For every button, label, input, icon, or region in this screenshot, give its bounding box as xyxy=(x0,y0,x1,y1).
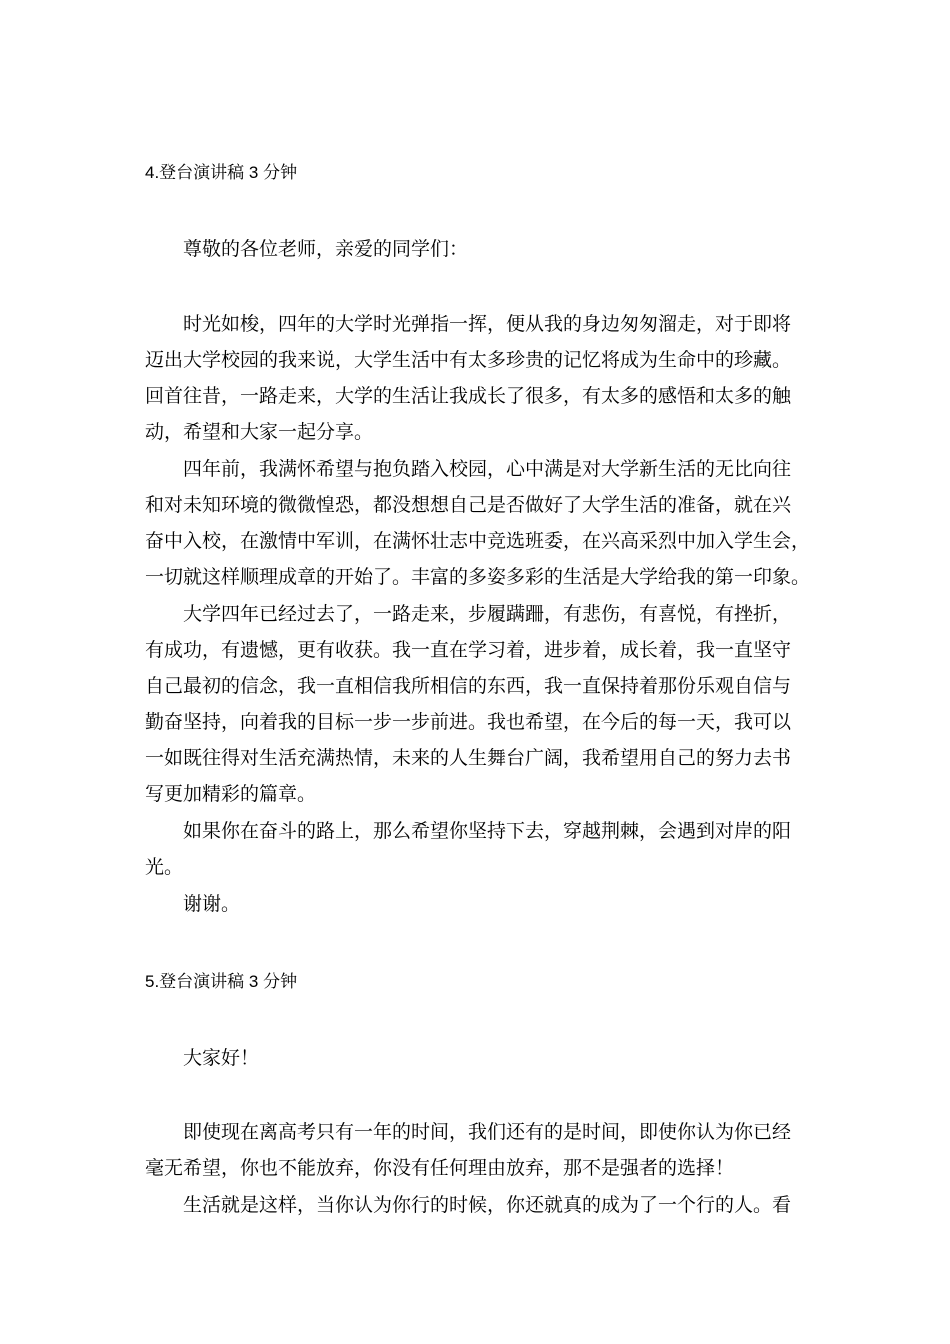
paragraph-line: 回首往昔，一路走来，大学的生活让我成长了很多，有太多的感悟和太多的触 xyxy=(145,385,792,407)
paragraph-line: 谢谢。 xyxy=(183,893,241,915)
paragraph-line: 大学四年已经过去了，一路走来，步履蹒跚，有悲伤，有喜悦，有挫折， xyxy=(183,603,792,625)
paragraph-line: 光。 xyxy=(145,856,184,878)
paragraph-line: 一切就这样顺理成章的开始了。丰富的多姿多彩的生活是大学给我的第一印象。 xyxy=(145,566,811,588)
section-5-greeting: 大家好！ xyxy=(183,1047,260,1069)
paragraph-line: 生活就是这样，当你认为你行的时候，你还就真的成为了一个行的人。看 xyxy=(183,1194,792,1216)
paragraph-line: 勤奋坚持，向着我的目标一步一步前进。我也希望，在今后的每一天，我可以 xyxy=(145,711,792,733)
paragraph-line: 写更加精彩的篇章。 xyxy=(145,783,317,805)
section-4-greeting: 尊敬的各位老师，亲爱的同学们： xyxy=(183,238,469,260)
paragraph-line: 奋中入校，在激情中军训，在满怀壮志中竞选班委，在兴高采烈中加入学生会， xyxy=(145,530,811,552)
section-4-heading: 4.登台演讲稿 3 分钟 xyxy=(145,163,298,182)
paragraph-line: 四年前，我满怀希望与抱负踏入校园，心中满是对大学新生活的无比向往 xyxy=(183,458,792,480)
paragraph-line: 如果你在奋斗的路上，那么希望你坚持下去，穿越荆棘，会遇到对岸的阳 xyxy=(183,820,792,842)
paragraph-line: 有成功，有遗憾，更有收获。我一直在学习着，进步着，成长着，我一直坚守 xyxy=(145,639,792,661)
paragraph-line: 迈出大学校园的我来说，大学生活中有太多珍贵的记忆将成为生命中的珍藏。 xyxy=(145,349,792,371)
paragraph-line: 一如既往得对生活充满热情，未来的人生舞台广阔，我希望用自己的努力去书 xyxy=(145,747,792,769)
paragraph-line: 和对未知环境的微微惶恐，都没想想自己是否做好了大学生活的准备，就在兴 xyxy=(145,494,792,516)
paragraph-line: 时光如梭，四年的大学时光弹指一挥，便从我的身边匆匆溜走，对于即将 xyxy=(183,313,792,335)
paragraph-line: 动，希望和大家一起分享。 xyxy=(145,421,374,443)
paragraph-line: 毫无希望，你也不能放弃，你没有任何理由放弃，那不是强者的选择！ xyxy=(145,1157,735,1179)
paragraph-line: 自己最初的信念，我一直相信我所相信的东西，我一直保持着那份乐观自信与 xyxy=(145,675,792,697)
section-5-heading: 5.登台演讲稿 3 分钟 xyxy=(145,972,298,991)
paragraph-line: 即使现在离高考只有一年的时间，我们还有的是时间，即使你认为你已经 xyxy=(183,1121,792,1143)
